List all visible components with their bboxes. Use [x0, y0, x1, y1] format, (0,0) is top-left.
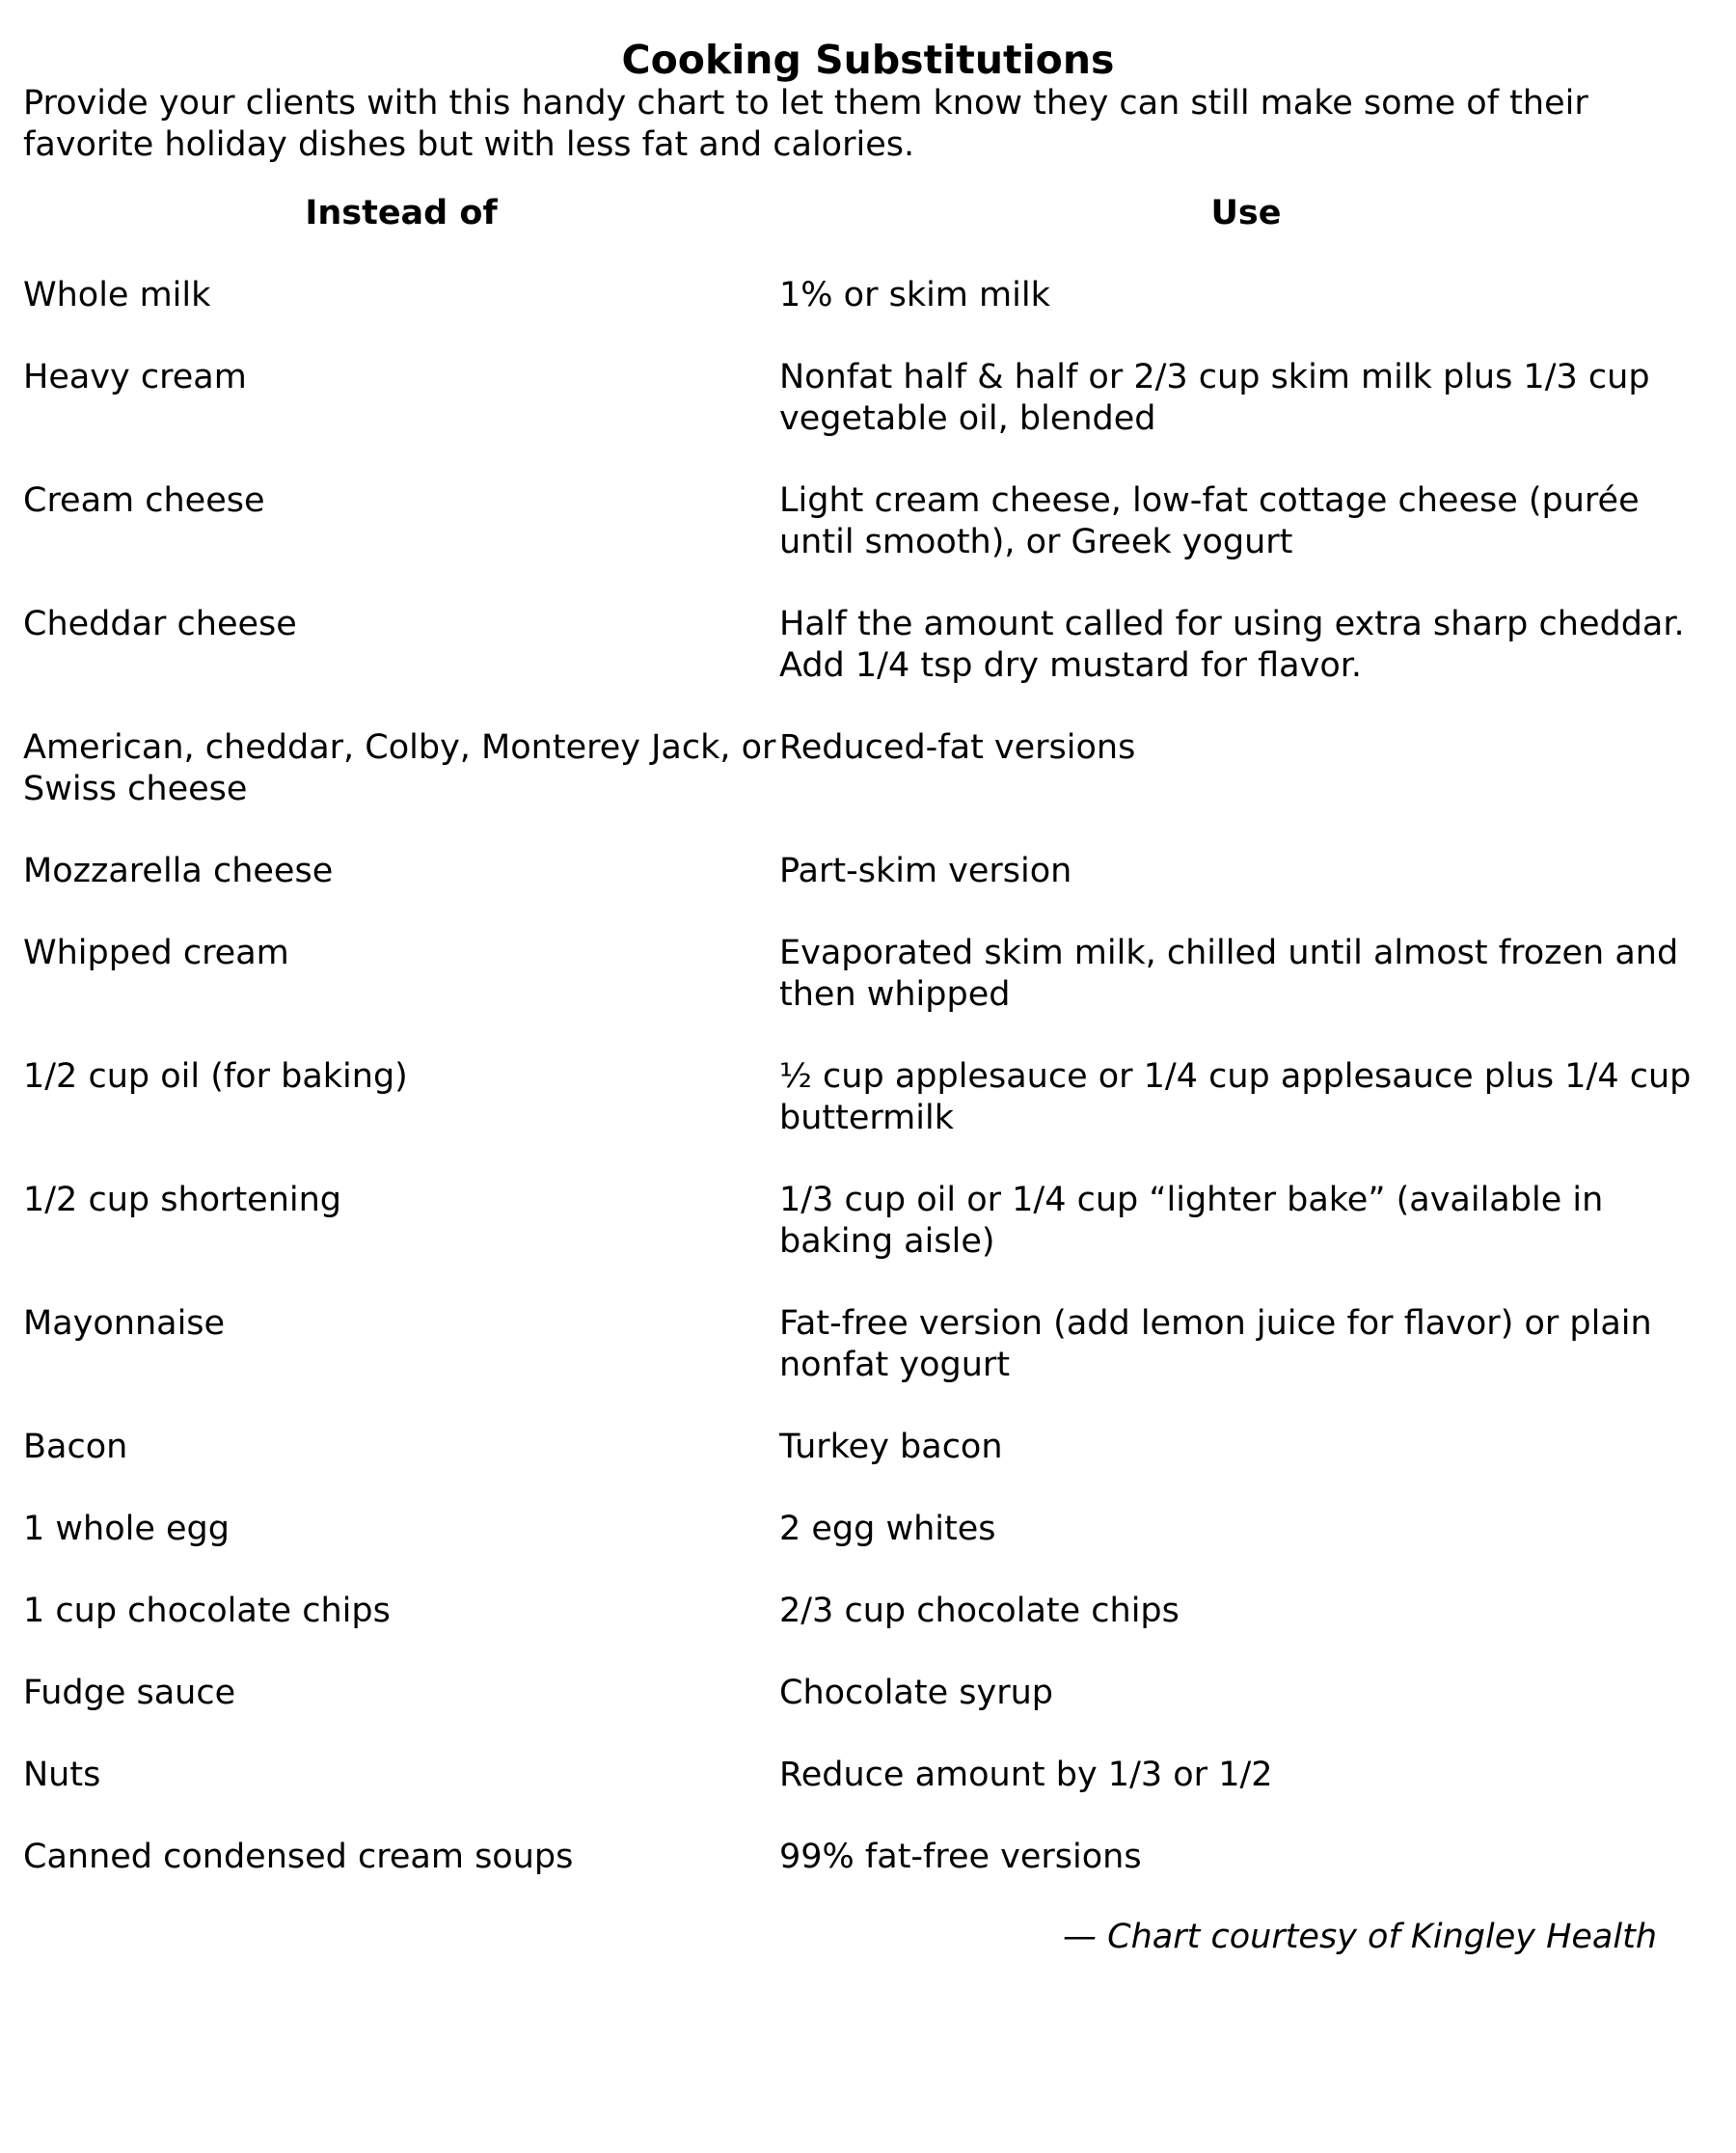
table-row [23, 1303, 1713, 1427]
use-cell: Chocolate syrup [779, 1674, 1053, 1712]
use-cell: Fat-free version (add lemon juice for flavor) or plain nonfat yogurt [779, 1304, 1652, 1384]
use-cell: Part-skim version [779, 852, 1072, 890]
use-cell: Light cream cheese, low-fat cottage cheese (purée until smooth), or Greek yogurt [779, 481, 1640, 561]
use-cell: Turkey bacon [779, 1428, 1003, 1466]
instead-of-cell: Whipped cream [23, 934, 289, 972]
instead-of-cell: 1/2 cup oil (for baking) [23, 1057, 408, 1096]
instead-of-cell: Nuts [23, 1756, 101, 1794]
table-row [23, 1755, 1713, 1837]
instead-of-cell: 1 whole egg [23, 1510, 230, 1548]
table-row [23, 851, 1713, 933]
table-row [23, 357, 1713, 480]
table-row [23, 1056, 1713, 1180]
document-page [23, 37, 1713, 1958]
instead-of-cell: Cream cheese [23, 481, 265, 520]
instead-of-cell: 1 cup chocolate chips [23, 1592, 391, 1630]
table-row [23, 727, 1713, 851]
table-row [23, 275, 1713, 357]
page-title: Cooking Substitutions [621, 37, 1115, 83]
use-cell: ½ cup applesauce or 1/4 cup applesauce plus 1/4 cup buttermilk [779, 1057, 1692, 1137]
column-header-instead-of: Instead of [305, 194, 498, 232]
use-cell: 2/3 cup chocolate chips [779, 1592, 1180, 1630]
use-cell: Nonfat half & half or 2/3 cup skim milk plus 1/3 cup vegetable oil, blended [779, 358, 1650, 438]
table-row [23, 1673, 1713, 1755]
instead-of-cell: 1/2 cup shortening [23, 1181, 342, 1219]
instead-of-cell: Mozzarella cheese [23, 852, 334, 890]
use-cell: 2 egg whites [779, 1510, 996, 1548]
use-cell: Evaporated skim milk, chilled until almost frozen and then whipped [779, 934, 1679, 1014]
instead-of-cell: American, cheddar, Colby, Monterey Jack, or Swiss cheese [23, 728, 776, 808]
use-cell: 1% or skim milk [779, 276, 1050, 314]
instead-of-cell: Canned condensed cream soups [23, 1838, 574, 1876]
instead-of-cell: Cheddar cheese [23, 605, 297, 643]
use-cell: Reduced-fat versions [779, 728, 1136, 767]
table-row [23, 1837, 1713, 1919]
table-row [23, 933, 1713, 1056]
table-header-row [23, 193, 1713, 275]
use-cell: 1/3 cup oil or 1/4 cup “lighter bake” (available in baking aisle) [779, 1181, 1604, 1261]
intro-paragraph: Provide your clients with this handy chart to let them know they can still make some of their favorite holiday dishes but with less fat and calories. [23, 84, 1588, 164]
table-row [23, 604, 1713, 727]
use-cell: 99% fat-free versions [779, 1838, 1142, 1876]
table-row [23, 1427, 1713, 1509]
column-header-use: Use [1210, 194, 1282, 232]
table-row [23, 480, 1713, 604]
substitutions-table [23, 193, 1713, 1919]
table-row [23, 1509, 1713, 1591]
instead-of-cell: Bacon [23, 1428, 128, 1466]
table-row [23, 1591, 1713, 1673]
use-cell: Reduce amount by 1/3 or 1/2 [779, 1756, 1273, 1794]
table-row [23, 1180, 1713, 1303]
instead-of-cell: Mayonnaise [23, 1304, 226, 1343]
table-body [23, 275, 1713, 1919]
use-cell: Half the amount called for using extra sharp cheddar. Add 1/4 tsp dry mustard for flavor. [779, 605, 1685, 685]
instead-of-cell: Fudge sauce [23, 1674, 236, 1712]
instead-of-cell: Heavy cream [23, 358, 247, 396]
instead-of-cell: Whole milk [23, 276, 211, 314]
chart-credit: — Chart courtesy of Kingley Health [1063, 1918, 1657, 1956]
